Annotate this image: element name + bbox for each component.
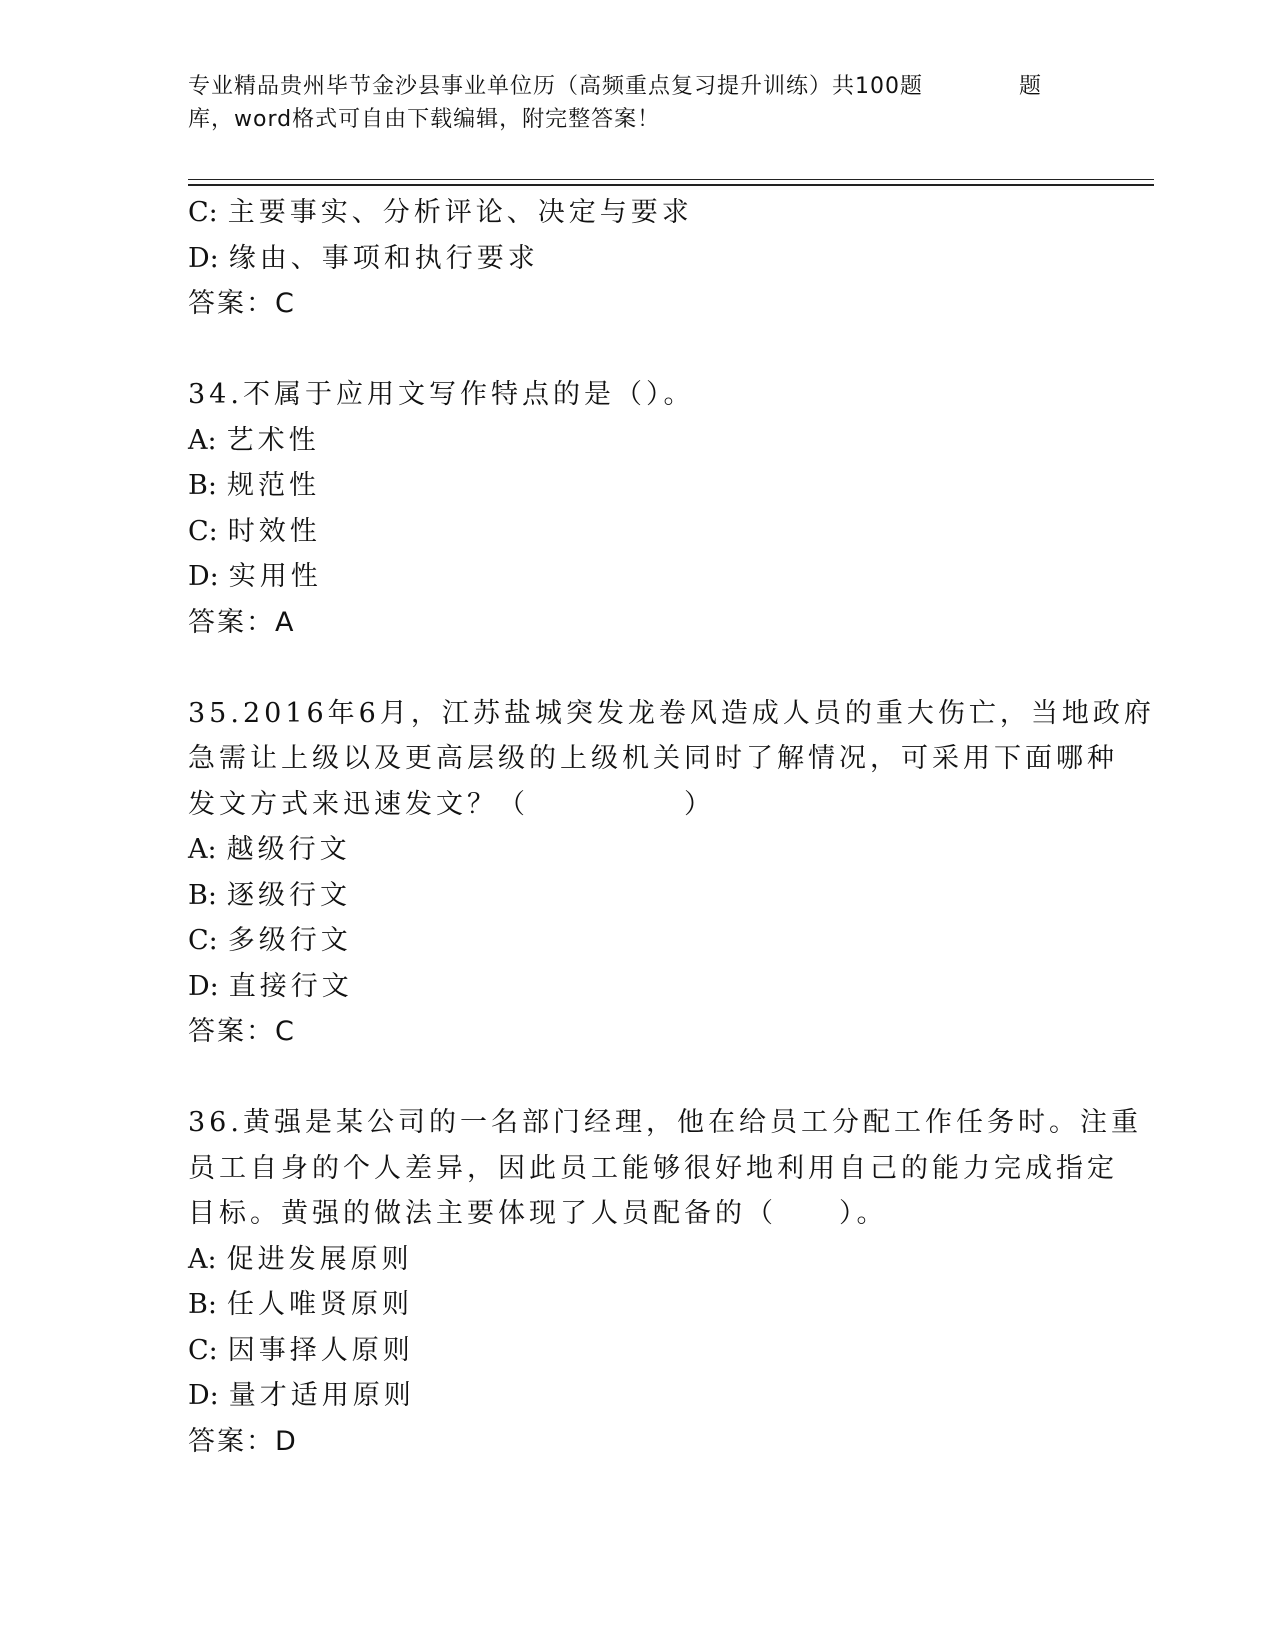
option-c bbox=[188, 918, 1088, 964]
header-divider-thin bbox=[188, 179, 1154, 180]
question-stem: 急需让上级以及更高层级的上级机关同时了解情况，可采用下面哪种 bbox=[188, 743, 1118, 774]
question-stem: 35.2016年6月，江苏盐城突发龙卷风造成人员的重大伤亡，当地政府 bbox=[188, 697, 1155, 729]
option-letter: D: bbox=[188, 242, 219, 274]
option-letter: B: bbox=[188, 1289, 217, 1320]
question-stem: 34.不属于应用文写作特点的是（）。 bbox=[188, 379, 695, 410]
question-stem: 36.黄强是某公司的一名部门经理，他在给员工分配工作任务时。注重 bbox=[188, 1107, 1142, 1138]
option-letter: C: bbox=[188, 1334, 218, 1366]
header-line-1 bbox=[188, 70, 1088, 103]
option-text: 艺术性 bbox=[226, 424, 320, 456]
option-letter: C: bbox=[188, 925, 218, 956]
spacer bbox=[188, 327, 1088, 373]
option-c bbox=[188, 190, 1088, 236]
option-d bbox=[188, 1373, 1088, 1419]
option-text: 任人唯贤原则 bbox=[226, 1289, 413, 1320]
option-letter: D: bbox=[188, 970, 219, 1002]
option-letter: C: bbox=[188, 515, 218, 547]
option-text: 越级行文 bbox=[226, 834, 351, 865]
document-header bbox=[188, 70, 1088, 136]
spacer bbox=[188, 1055, 1088, 1101]
option-text: 时效性 bbox=[227, 515, 321, 547]
header-line-2: 库，word格式可自由下载编辑，附完整答案！ bbox=[188, 107, 661, 132]
option-text: 直接行文 bbox=[228, 970, 353, 1002]
option-text: 缘由、事项和执行要求 bbox=[228, 242, 539, 274]
option-text: 促进发展原则 bbox=[226, 1243, 413, 1275]
option-letter: D: bbox=[188, 561, 219, 592]
option-d bbox=[188, 964, 1088, 1010]
option-letter: A: bbox=[188, 834, 217, 865]
option-c bbox=[188, 509, 1088, 555]
answer-line: 答案：D bbox=[188, 1425, 298, 1457]
option-text: 因事择人原则 bbox=[227, 1334, 414, 1366]
option-letter: A: bbox=[188, 424, 217, 456]
option-d bbox=[188, 236, 1088, 282]
header-divider-thick bbox=[188, 184, 1154, 186]
option-a bbox=[188, 418, 1088, 464]
option-letter: B: bbox=[188, 470, 217, 501]
option-text: 量才适用原则 bbox=[228, 1380, 415, 1411]
answer-line: 答案：C bbox=[188, 1016, 296, 1047]
question-content bbox=[188, 190, 1155, 1464]
option-a bbox=[188, 827, 1088, 873]
question-stem: 目标。黄强的做法主要体现了人员配备的（ ）。 bbox=[188, 1198, 888, 1229]
option-letter: D: bbox=[188, 1380, 219, 1411]
answer-line: 答案：A bbox=[188, 606, 296, 638]
option-b bbox=[188, 873, 1088, 919]
option-a bbox=[188, 1237, 1088, 1283]
question-stem: 员工自身的个人差异，因此员工能够很好地利用自己的能力完成指定 bbox=[188, 1152, 1118, 1184]
option-text: 多级行文 bbox=[227, 925, 352, 956]
option-text: 实用性 bbox=[228, 561, 322, 592]
question-stem: 发文方式来迅速发文？（ ） bbox=[188, 788, 715, 820]
option-c bbox=[188, 1328, 1088, 1374]
option-b bbox=[188, 1282, 1088, 1328]
option-letter: B: bbox=[188, 879, 217, 911]
option-letter: C: bbox=[188, 197, 218, 228]
option-text: 主要事实、分析评论、决定与要求 bbox=[227, 197, 693, 228]
answer-line: 答案：C bbox=[188, 288, 296, 319]
option-text: 规范性 bbox=[226, 470, 320, 501]
header-title-text: 专业精品贵州毕节金沙县事业单位历（高频重点复习提升训练）共100题 bbox=[188, 74, 923, 99]
option-text: 逐级行文 bbox=[226, 879, 351, 911]
option-letter: A: bbox=[188, 1243, 217, 1275]
option-d bbox=[188, 554, 1088, 600]
header-title-tail: 题 bbox=[1018, 74, 1042, 99]
spacer bbox=[188, 645, 1088, 691]
option-b bbox=[188, 463, 1088, 509]
